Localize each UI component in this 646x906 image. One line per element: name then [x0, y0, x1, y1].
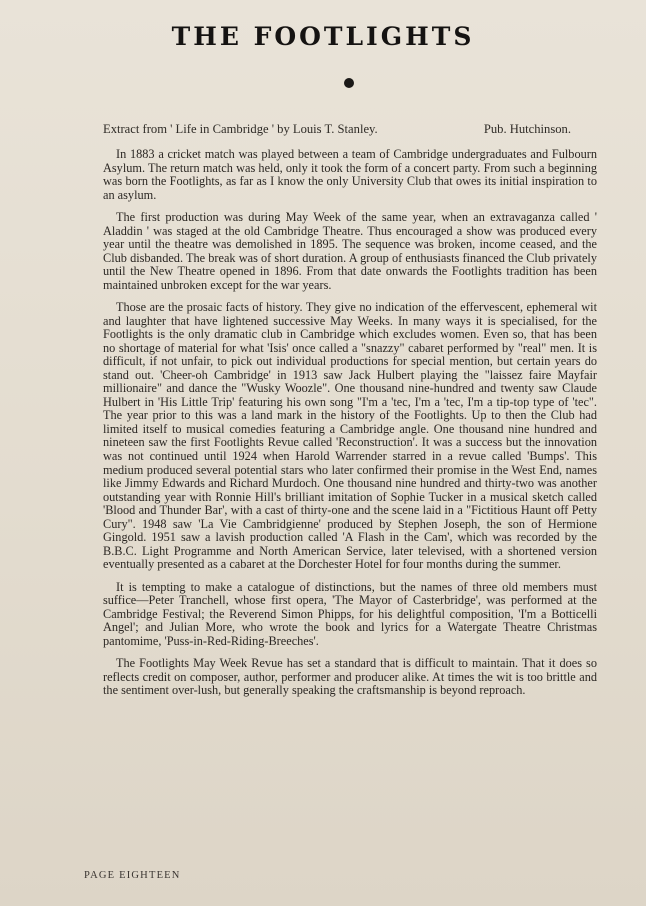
extract-source: Extract from ' Life in Cambridge ' by Louis T. Stanley. [103, 122, 378, 136]
article-body [103, 148, 597, 707]
paragraph-3: Those are the prosaic facts of history. They give no indication of the effervescent, ephemeral wit and laughter that have lightened successive May Weeks. In many ways it is specialised, for the Footlights is the only dramatic club in Cambridge which excludes women. Even so, that has been no shortage of material for what 'Isis' once called a "snazzy" cabaret performed by "real" men. It is difficult, if not unfair, to pick out individual productions for special mention, but certain years do stand out. 'Cheer-oh Cambridge' in 1913 saw Jack Hulbert playing the "laissez faire Mayfair millionaire" and dance the "Wusky Woozle". One thousand nine-hundred and twenty saw Claude Hulbert in 'His Little Trip' featuring his own song "I'm a 'tec, I'm a 'tec, I'm a tip-top type of 'tec". The year prior to this was a land mark in the history of the Footlights. Up to then the Club had limited itself to musical comedies featuring a Cambridge angle. One thousand nine hundred and nineteen saw the first Footlights Revue called 'Reconstruction'. It was a success but the innovation was not continued until 1924 when Harold Warrender starred in a revue called 'Bumps'. This medium produced several potential stars who later confirmed their promise in the West End, names like Jimmy Edwards and Richard Murdoch. One thousand nine hundred and thirty-two was another outstanding year with Ronnie Hill's brilliant imitation of Sophie Tucker in a musical sketch called 'Blood and Thunder Bar', with a cast of thirty-one and the scene laid in a "Fictitious Haunt off Petty Cury". 1948 saw 'La Vie Cambridgienne' produced by Stephen Joseph, the son of Hermione Gingold. 1951 saw a lavish production called 'A Flash in the Cam', which was recorded by the B.B.C. Light Programme and North American Service, later televised, with a shortened version eventually presented as a cabaret at the Dorchester Hotel for four months during the summer. [103, 300, 597, 572]
paragraph-5: The Footlights May Week Revue has set a standard that is difficult to maintain. That it does so reflects credit on composer, author, performer and producer alike. At times the wit is too brittle and the sentiment over-lush, but generally speaking the craftsmanship is beyond reproach. [103, 656, 597, 698]
page-title: THE FOOTLIGHTS [171, 22, 475, 51]
extract-attribution [103, 121, 571, 137]
paragraph-2: The first production was during May Week of the same year, when an extravaganza called ' Aladdin ' was staged at the old Cambridge Theatre. Thus encouraged a show was produced every year until the theatre was demolished in 1895. The sequence was broken, income ceased, and the Club disbanded. The break was of short duration. A group of enthusiasts financed the Club privately until the New Theatre opened in 1896. From that date onwards the Footlights tradition has been maintained unbroken except for the war years. [103, 210, 597, 292]
extract-publisher: Pub. Hutchinson. [483, 122, 571, 136]
bullet-ornament [344, 78, 354, 88]
page-number-footer: PAGE EIGHTEEN [84, 870, 181, 881]
paragraph-4: It is tempting to make a catalogue of distinctions, but the names of three old members must suffice—Peter Tranchell, whose first opera, 'The Mayor of Casterbridge', was performed at the Cambridge Festival; the Reverend Simon Phipps, for his delightful composition, 'I'm a Botticelli Angel'; and Julian More, who wrote the book and lyrics for a Watergate Theatre Christmas pantomime, 'Puss-in-Red-Riding-Breeches'. [103, 579, 597, 648]
paragraph-1: In 1883 a cricket match was played between a team of Cambridge undergraduates and Fulbourn Asylum. The return match was held, only it took the form of a concert party. From such a beginning was born the Footlights, as far as I know the only University Club that owes its initial inspiration to an asylum. [103, 147, 597, 202]
